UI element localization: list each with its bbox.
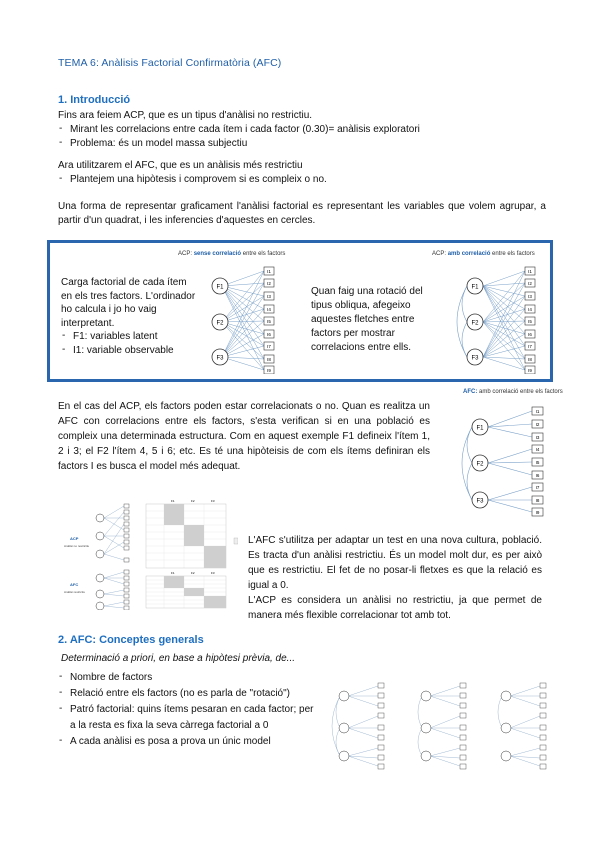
afc-diagram-caption: AFC: amb correlació entre els factors <box>463 389 563 395</box>
svg-text:F1: F1 <box>471 284 479 291</box>
loadings-table-afc <box>146 571 226 608</box>
factor-node <box>467 278 483 294</box>
item-node <box>532 458 543 466</box>
svg-text:I6: I6 <box>535 473 540 478</box>
svg-text:I4: I4 <box>535 447 540 452</box>
item-node <box>532 471 543 479</box>
model-diagram <box>498 683 546 769</box>
item-node <box>532 420 543 428</box>
item-node <box>264 305 274 313</box>
svg-text:F3: F3 <box>211 571 215 575</box>
factor-node <box>212 314 228 330</box>
diagram-edges <box>488 411 532 512</box>
thumb-item-column-afc <box>124 570 129 610</box>
item-node <box>264 366 274 374</box>
thumb-edges-acp <box>104 506 124 560</box>
svg-text:I1: I1 <box>528 269 532 274</box>
svg-text:I1: I1 <box>267 269 271 274</box>
svg-text:I7: I7 <box>528 344 532 349</box>
paragraph: Fins ara feiem ACP, que es un tipus d'anàlisi no restrictiu. <box>58 110 313 121</box>
item-node <box>264 267 274 275</box>
svg-text:F2: F2 <box>471 320 479 327</box>
svg-text:I8: I8 <box>528 357 532 362</box>
svg-text:I2: I2 <box>528 281 532 286</box>
thumb-factor-node <box>96 532 104 540</box>
item-node <box>525 342 535 350</box>
svg-text:F2: F2 <box>191 499 195 503</box>
svg-text:F2: F2 <box>216 320 224 327</box>
paragraph: Ara utilitzarem el AFC, que es un anàlisis més restrictiu <box>58 160 303 171</box>
item-node <box>532 445 543 453</box>
item-node <box>264 317 274 325</box>
list-item: - Problema: és un model massa subjectiu <box>58 137 558 151</box>
thumb-marker <box>234 538 238 544</box>
thumb-item-column-acp <box>124 504 129 562</box>
note-text: Carga factorial de cada ítem en els tres factors. L'ordinador ho calcula i jo ho vaig interpretant. <box>61 277 196 329</box>
item-node <box>525 292 535 300</box>
svg-text:I1: I1 <box>535 409 540 414</box>
item-node <box>525 317 535 325</box>
three-model-diagrams <box>330 676 556 772</box>
svg-text:F3: F3 <box>471 355 479 362</box>
item-node <box>525 267 535 275</box>
svg-text:I3: I3 <box>528 294 532 299</box>
svg-text:F3: F3 <box>216 355 224 362</box>
thumb-edges-afc <box>104 572 124 608</box>
factor-node <box>467 349 483 365</box>
item-node <box>525 355 535 363</box>
thumb-sublabel-acp: Anàlisi no restrictiu <box>64 544 90 548</box>
path-diagram-correlated <box>455 262 547 374</box>
factor-node <box>472 419 488 435</box>
list-item: - A cada anàlisi es posa a prova un únic model <box>58 734 320 750</box>
list-item: - F1: variables latent <box>61 330 199 344</box>
svg-text:I8: I8 <box>267 357 271 362</box>
svg-text:F2: F2 <box>476 461 484 468</box>
svg-text:I4: I4 <box>528 307 532 312</box>
factor-node <box>472 492 488 508</box>
svg-text:F1: F1 <box>476 425 484 432</box>
loadings-table-acp <box>146 499 226 568</box>
afc-path-diagram <box>460 400 552 518</box>
model-diagram <box>332 683 384 769</box>
item-node <box>532 407 543 415</box>
factor-node <box>472 455 488 471</box>
svg-text:I6: I6 <box>528 332 532 337</box>
diagram-caption-left: ACP: sense correlació entre els factors <box>178 251 286 257</box>
list-item: - Patró factorial: quins ítems pesaran en cada factor; per a la resta es fixa la seva càrrega factorial a 0 <box>58 702 320 734</box>
list-item: - Nombre de factors <box>58 670 320 686</box>
item-node <box>525 279 535 287</box>
svg-text:F3: F3 <box>211 499 215 503</box>
svg-text:I6: I6 <box>267 332 271 337</box>
acp-afc-comparison-figure <box>58 498 238 610</box>
page-title: TEMA 6: Anàlisis Factorial Confirmatòria (AFC) <box>58 57 282 69</box>
list-item: - Plantejem una hipòtesis i comprovem si es compleix o no. <box>58 173 558 187</box>
diagram-note-right: Quan faig una rotació del tipus obliqua, afegeixo aquestes fletches entre factors per mostrar correlacions entre ells. <box>311 286 423 353</box>
section-heading-introduccio: 1. Introducció <box>58 94 131 106</box>
path-diagram-uncorrelated <box>200 262 290 374</box>
item-node <box>264 355 274 363</box>
svg-text:F1: F1 <box>171 499 175 503</box>
list-item: - I1: variable observable <box>61 344 199 358</box>
thumb-label-afc: AFC <box>70 582 79 587</box>
thumb-factor-node <box>96 514 104 522</box>
item-node <box>264 342 274 350</box>
item-node <box>532 433 543 441</box>
paragraph-afc-2: L'ACP es considera un anàlisi no restrictiu, ja que permet de manera més flexible correlacionar tot amb tot. <box>248 595 542 621</box>
factor-node <box>212 278 228 294</box>
item-node <box>532 496 543 504</box>
item-node <box>525 330 535 338</box>
thumb-factor-node <box>96 602 104 610</box>
factor-node <box>212 349 228 365</box>
paragraph: Una forma de representar graficament l'anàlisi factorial es representant les variables que volem agrupar, a partir d'un quadrat, i les inferencies d'aquestes en cercles. <box>58 201 546 226</box>
diagram-edges <box>483 271 525 370</box>
svg-text:I5: I5 <box>267 319 271 324</box>
correlation-arcs <box>462 427 472 500</box>
thumb-sublabel-afc: Anàlisi restrictiu <box>64 590 86 594</box>
svg-text:F1: F1 <box>171 571 175 575</box>
svg-text:I3: I3 <box>267 294 271 299</box>
paragraph-acp: En el cas del ACP, els factors poden estar correlacionats o no. Quan es realitza un AFC con correlacions entre els factors, s'esta verifican si en una població es compleix una determinada estructura. Com en aquest exemple F1 defineix l'ítem 1, 2 i 3; el F2 l'ítem 4, 5 i 6; etc. Es té una hipòteisis de com els ítems definiran els factors I es busca el model més adequat. <box>58 401 430 472</box>
svg-text:I2: I2 <box>535 422 540 427</box>
svg-text:I8: I8 <box>535 498 540 503</box>
svg-text:I7: I7 <box>535 485 540 490</box>
svg-text:I2: I2 <box>267 281 271 286</box>
diagram-caption-right: ACP: amb correlació entre els factors <box>432 251 535 257</box>
section2-list <box>58 670 320 750</box>
item-node <box>525 305 535 313</box>
section2-intro: Determinació a priori, en base a hipòtesi prèvia, de... <box>61 653 296 664</box>
paragraph-afc-1: L'AFC s'utilitza per adaptar un test en una nova cultura, població. Es tracta d'un anàlisi restrictiu. És un model molt dur, es per això que es restrictiu. El fet de no posar-li fletxes es que la relació es igual a 0. <box>248 535 542 591</box>
svg-text:I3: I3 <box>535 435 540 440</box>
svg-text:F2: F2 <box>191 571 195 575</box>
item-node <box>264 330 274 338</box>
item-node <box>264 292 274 300</box>
thumb-factor-node <box>96 574 104 582</box>
svg-text:F1: F1 <box>216 284 224 291</box>
svg-text:I9: I9 <box>267 368 271 373</box>
svg-text:I9: I9 <box>535 510 540 515</box>
svg-text:I4: I4 <box>267 307 271 312</box>
thumb-factor-node <box>96 590 104 598</box>
item-node <box>525 366 535 374</box>
svg-text:I7: I7 <box>267 344 271 349</box>
model-diagram <box>418 683 466 769</box>
thumb-label-acp: ACP <box>70 536 79 541</box>
factor-node <box>467 314 483 330</box>
item-node <box>264 279 274 287</box>
list-item: - Relació entre els factors (no es parla de "rotació") <box>58 686 320 702</box>
svg-text:I5: I5 <box>535 460 540 465</box>
section-heading-conceptes: 2. AFC: Conceptes generals <box>58 634 204 646</box>
list-item: - Mirant les correlacions entre cada ítem i cada factor (0.30)= anàlisis exploratori <box>58 123 558 137</box>
svg-text:F3: F3 <box>476 498 484 505</box>
thumb-factor-node <box>96 550 104 558</box>
item-node <box>532 508 543 516</box>
svg-text:I5: I5 <box>528 319 532 324</box>
correlation-arcs <box>457 286 467 357</box>
svg-text:I9: I9 <box>528 368 532 373</box>
diagram-note-left <box>61 276 199 358</box>
item-node <box>532 483 543 491</box>
